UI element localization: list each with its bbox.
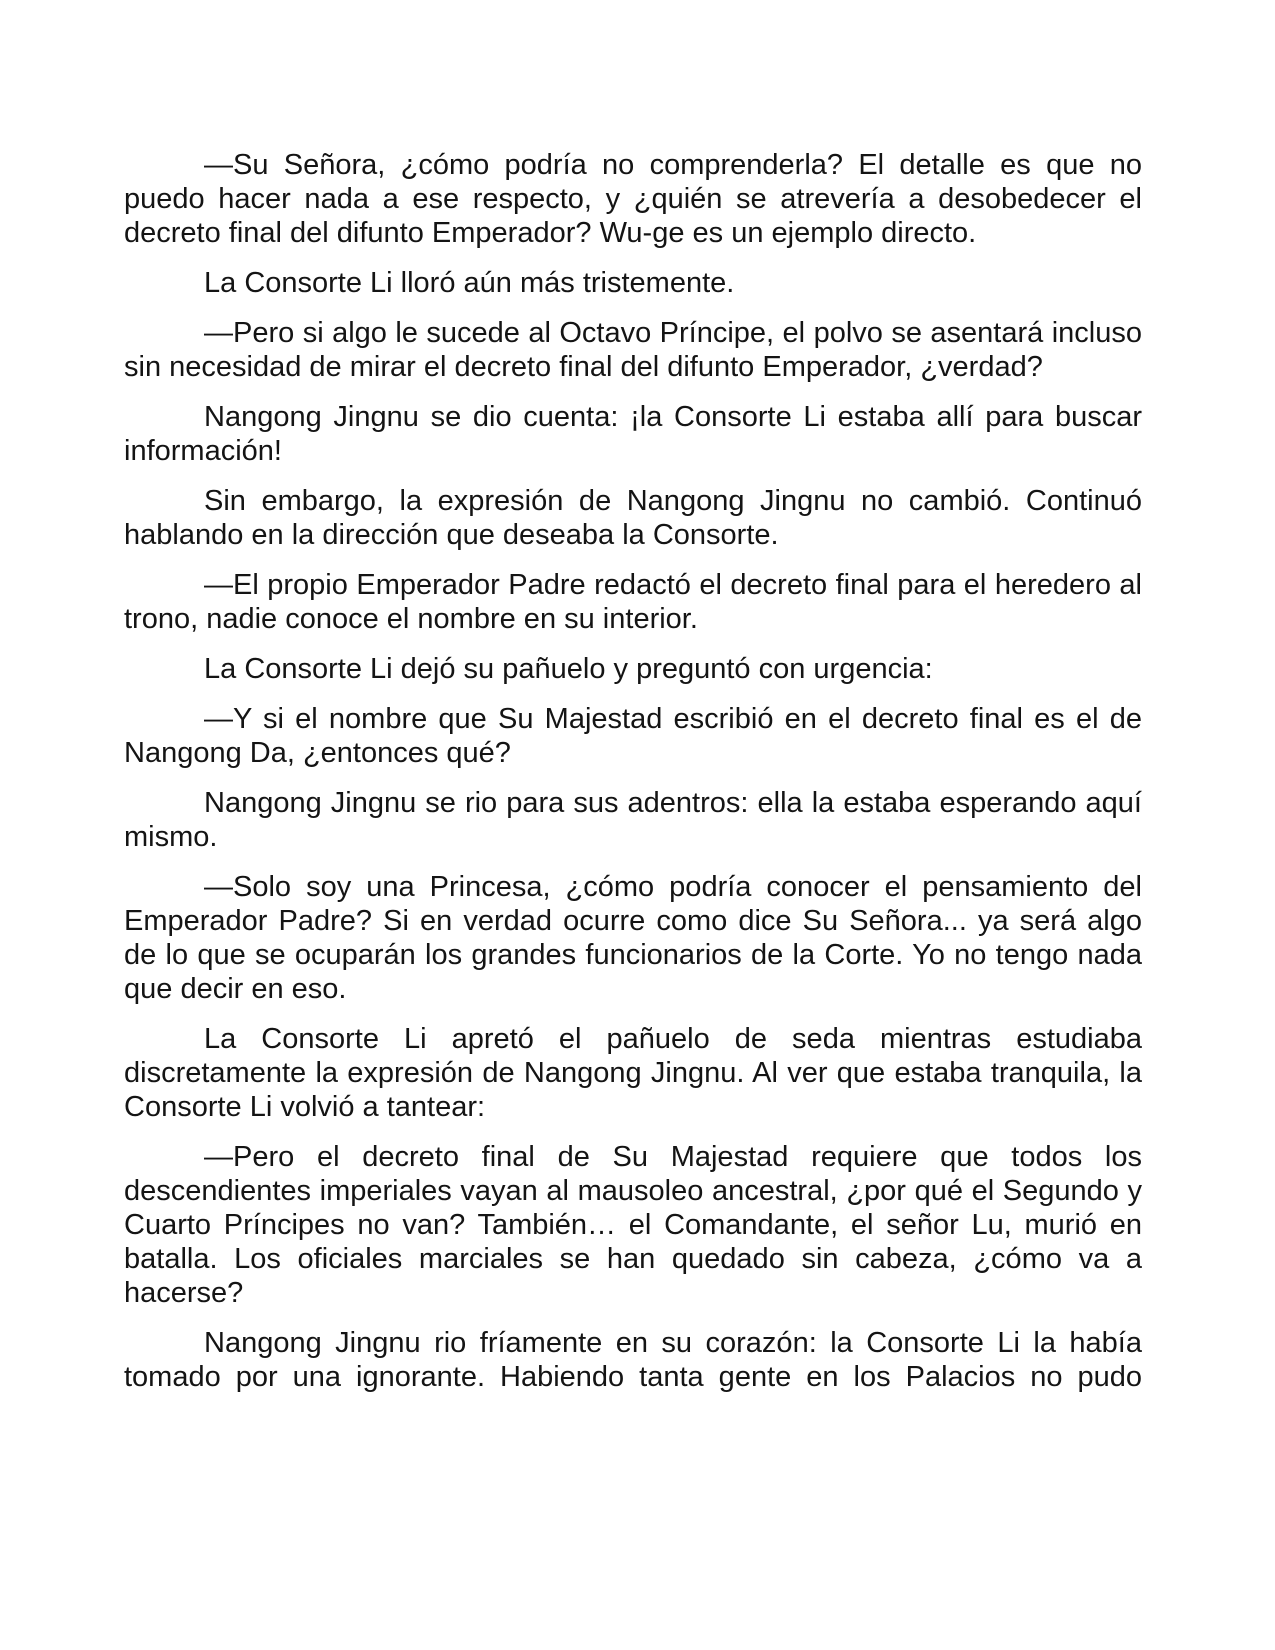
document-page — [124, 148, 1142, 1410]
paragraph-9: Nangong Jingnu se rio para sus adentros: ella la estaba esperando aquí mismo. — [124, 787, 1142, 853]
paragraph-8: —Y si el nombre que Su Majestad escribió en el decreto final es el de Nangong Da, ¿entonces qué? — [124, 703, 1142, 769]
paragraph-3: —Pero si algo le sucede al Octavo Príncipe, el polvo se asentará incluso sin necesidad de mirar el decreto final del difunto Emperador, ¿verdad? — [124, 317, 1142, 383]
paragraph-7: La Consorte Li dejó su pañuelo y preguntó con urgencia: — [204, 653, 933, 685]
paragraph-1: —Su Señora, ¿cómo podría no comprenderla? El detalle es que no puedo hacer nada a ese respecto, y ¿quién se atrevería a desobedecer el decreto final del difunto Emperador? Wu-ge es un ejemplo directo. — [124, 149, 1142, 249]
paragraph-4: Nangong Jingnu se dio cuenta: ¡la Consorte Li estaba allí para buscar información! — [124, 401, 1142, 467]
paragraph-10: —Solo soy una Princesa, ¿cómo podría conocer el pensamiento del Emperador Padre? Si en verdad ocurre como dice Su Señora... ya será algo de lo que se ocuparán los grandes funcionarios de la Corte. Yo no tengo nada que decir en eso. — [124, 871, 1142, 1005]
paragraph-6: —El propio Emperador Padre redactó el decreto final para el heredero al trono, nadie conoce el nombre en su interior. — [124, 569, 1142, 635]
paragraph-2: La Consorte Li lloró aún más tristemente. — [204, 267, 735, 299]
paragraph-12: —Pero el decreto final de Su Majestad requiere que todos los descendientes imperiales vayan al mausoleo ancestral, ¿por qué el Segundo y Cuarto Príncipes no van? También… el Comandante, el señor Lu, murió en batalla. Los oficiales marciales se han quedado sin cabeza, ¿cómo va a hacerse? — [124, 1141, 1142, 1309]
paragraph-5: Sin embargo, la expresión de Nangong Jingnu no cambió. Continuó hablando en la dirección que deseaba la Consorte. — [124, 485, 1142, 551]
paragraph-11: La Consorte Li apretó el pañuelo de seda mientras estudiaba discretamente la expresión de Nangong Jingnu. Al ver que estaba tranquila, la Consorte Li volvió a tantear: — [124, 1023, 1142, 1123]
paragraph-13: Nangong Jingnu rio fríamente en su corazón: la Consorte Li la había tomado por una ignorante. Habiendo tanta gente en los Palacios no pudo — [124, 1327, 1142, 1393]
